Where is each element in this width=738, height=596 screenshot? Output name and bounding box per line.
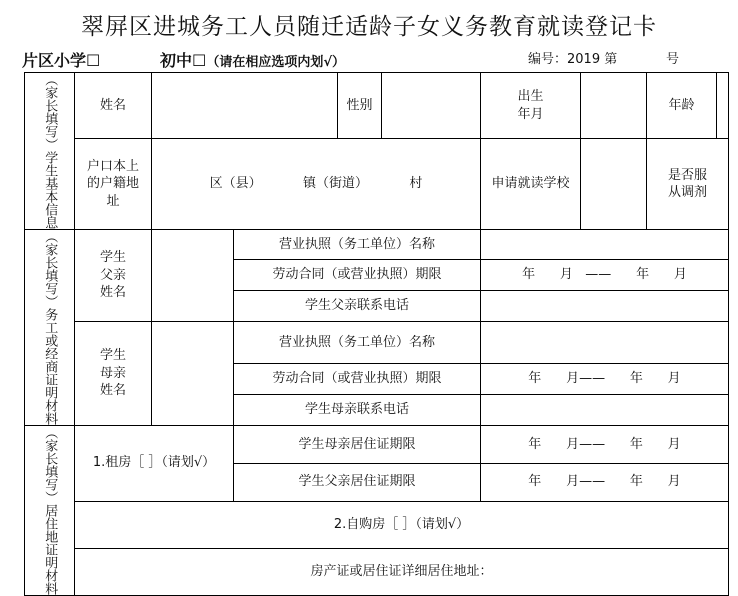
gender-label: 性别 xyxy=(338,73,382,139)
number-suffix: 号 xyxy=(666,52,680,67)
work-proof-section-label: （家长填写）务工或经商证明材料 xyxy=(25,230,75,426)
mother-name-label: 学生 母亲 姓名 xyxy=(75,322,152,426)
transfer-label: 是否服 从调剂 xyxy=(647,139,729,230)
father-contract-label: 劳动合同（或营业执照）期限 xyxy=(234,260,481,291)
name-label: 姓名 xyxy=(75,73,152,139)
father-name-field[interactable] xyxy=(152,230,234,322)
father-name-label: 学生 父亲 姓名 xyxy=(75,230,152,322)
name-field[interactable] xyxy=(152,73,338,139)
birth-label: 出生 年月 xyxy=(481,73,581,139)
mother-permit-label: 学生母亲居住证期限 xyxy=(234,426,481,464)
basic-info-section-label: （家长填写）学生基本信息 xyxy=(25,73,75,230)
father-phone-label: 学生父亲联系电话 xyxy=(234,291,481,322)
school-label: 申请就读学校 xyxy=(481,139,581,230)
school-field[interactable] xyxy=(581,139,647,230)
junior-label: 初中☐ xyxy=(160,51,207,70)
registration-form-table xyxy=(24,72,729,596)
mother-name-field[interactable] xyxy=(152,322,234,426)
number-label: 编号：2019 第 xyxy=(528,52,618,67)
junior-option[interactable] xyxy=(160,48,345,71)
hukou-address-field[interactable]: 区（县） 镇（街道） 村 xyxy=(152,139,481,230)
rent-option[interactable]: 1.租房［ ］（请划√） xyxy=(75,426,234,502)
mother-license-field[interactable] xyxy=(481,322,729,364)
age-label: 年龄 xyxy=(647,73,717,139)
mother-license-label: 营业执照（务工单位）名称 xyxy=(234,322,481,364)
residence-proof-section-label: （家长填写）居住地证明材料 xyxy=(25,426,75,596)
mother-phone-label: 学生母亲联系电话 xyxy=(234,395,481,426)
birth-field[interactable] xyxy=(581,73,647,139)
mother-contract-label: 劳动合同（或营业执照）期限 xyxy=(234,364,481,395)
father-phone-field[interactable] xyxy=(481,291,729,322)
mother-contract-period[interactable]: 年 月—— 年 月 xyxy=(481,364,729,395)
hukou-label: 户口本上 的户籍地 址 xyxy=(75,139,152,230)
father-contract-period[interactable]: 年 月 —— 年 月 xyxy=(481,260,729,291)
buy-option[interactable]: 2.自购房［ ］（请划√） xyxy=(75,501,729,549)
father-license-label: 营业执照（务工单位）名称 xyxy=(234,230,481,260)
father-license-field[interactable] xyxy=(481,230,729,260)
mother-phone-field[interactable] xyxy=(481,395,729,426)
father-permit-period[interactable]: 年 月—— 年 月 xyxy=(481,463,729,501)
age-field[interactable] xyxy=(717,73,729,139)
father-permit-label: 学生父亲居住证期限 xyxy=(234,463,481,501)
gender-field[interactable] xyxy=(382,73,481,139)
district-primary-option[interactable]: 片区小学☐ xyxy=(22,51,101,70)
form-title: 翠屏区进城务工人员随迁适龄子女义务教育就读登记卡 xyxy=(81,14,657,40)
address-field[interactable]: 房产证或居住证详细居住地址： xyxy=(75,549,729,596)
mother-permit-period[interactable]: 年 月—— 年 月 xyxy=(481,426,729,464)
junior-note: （请在相应选项内划√） xyxy=(206,55,346,70)
